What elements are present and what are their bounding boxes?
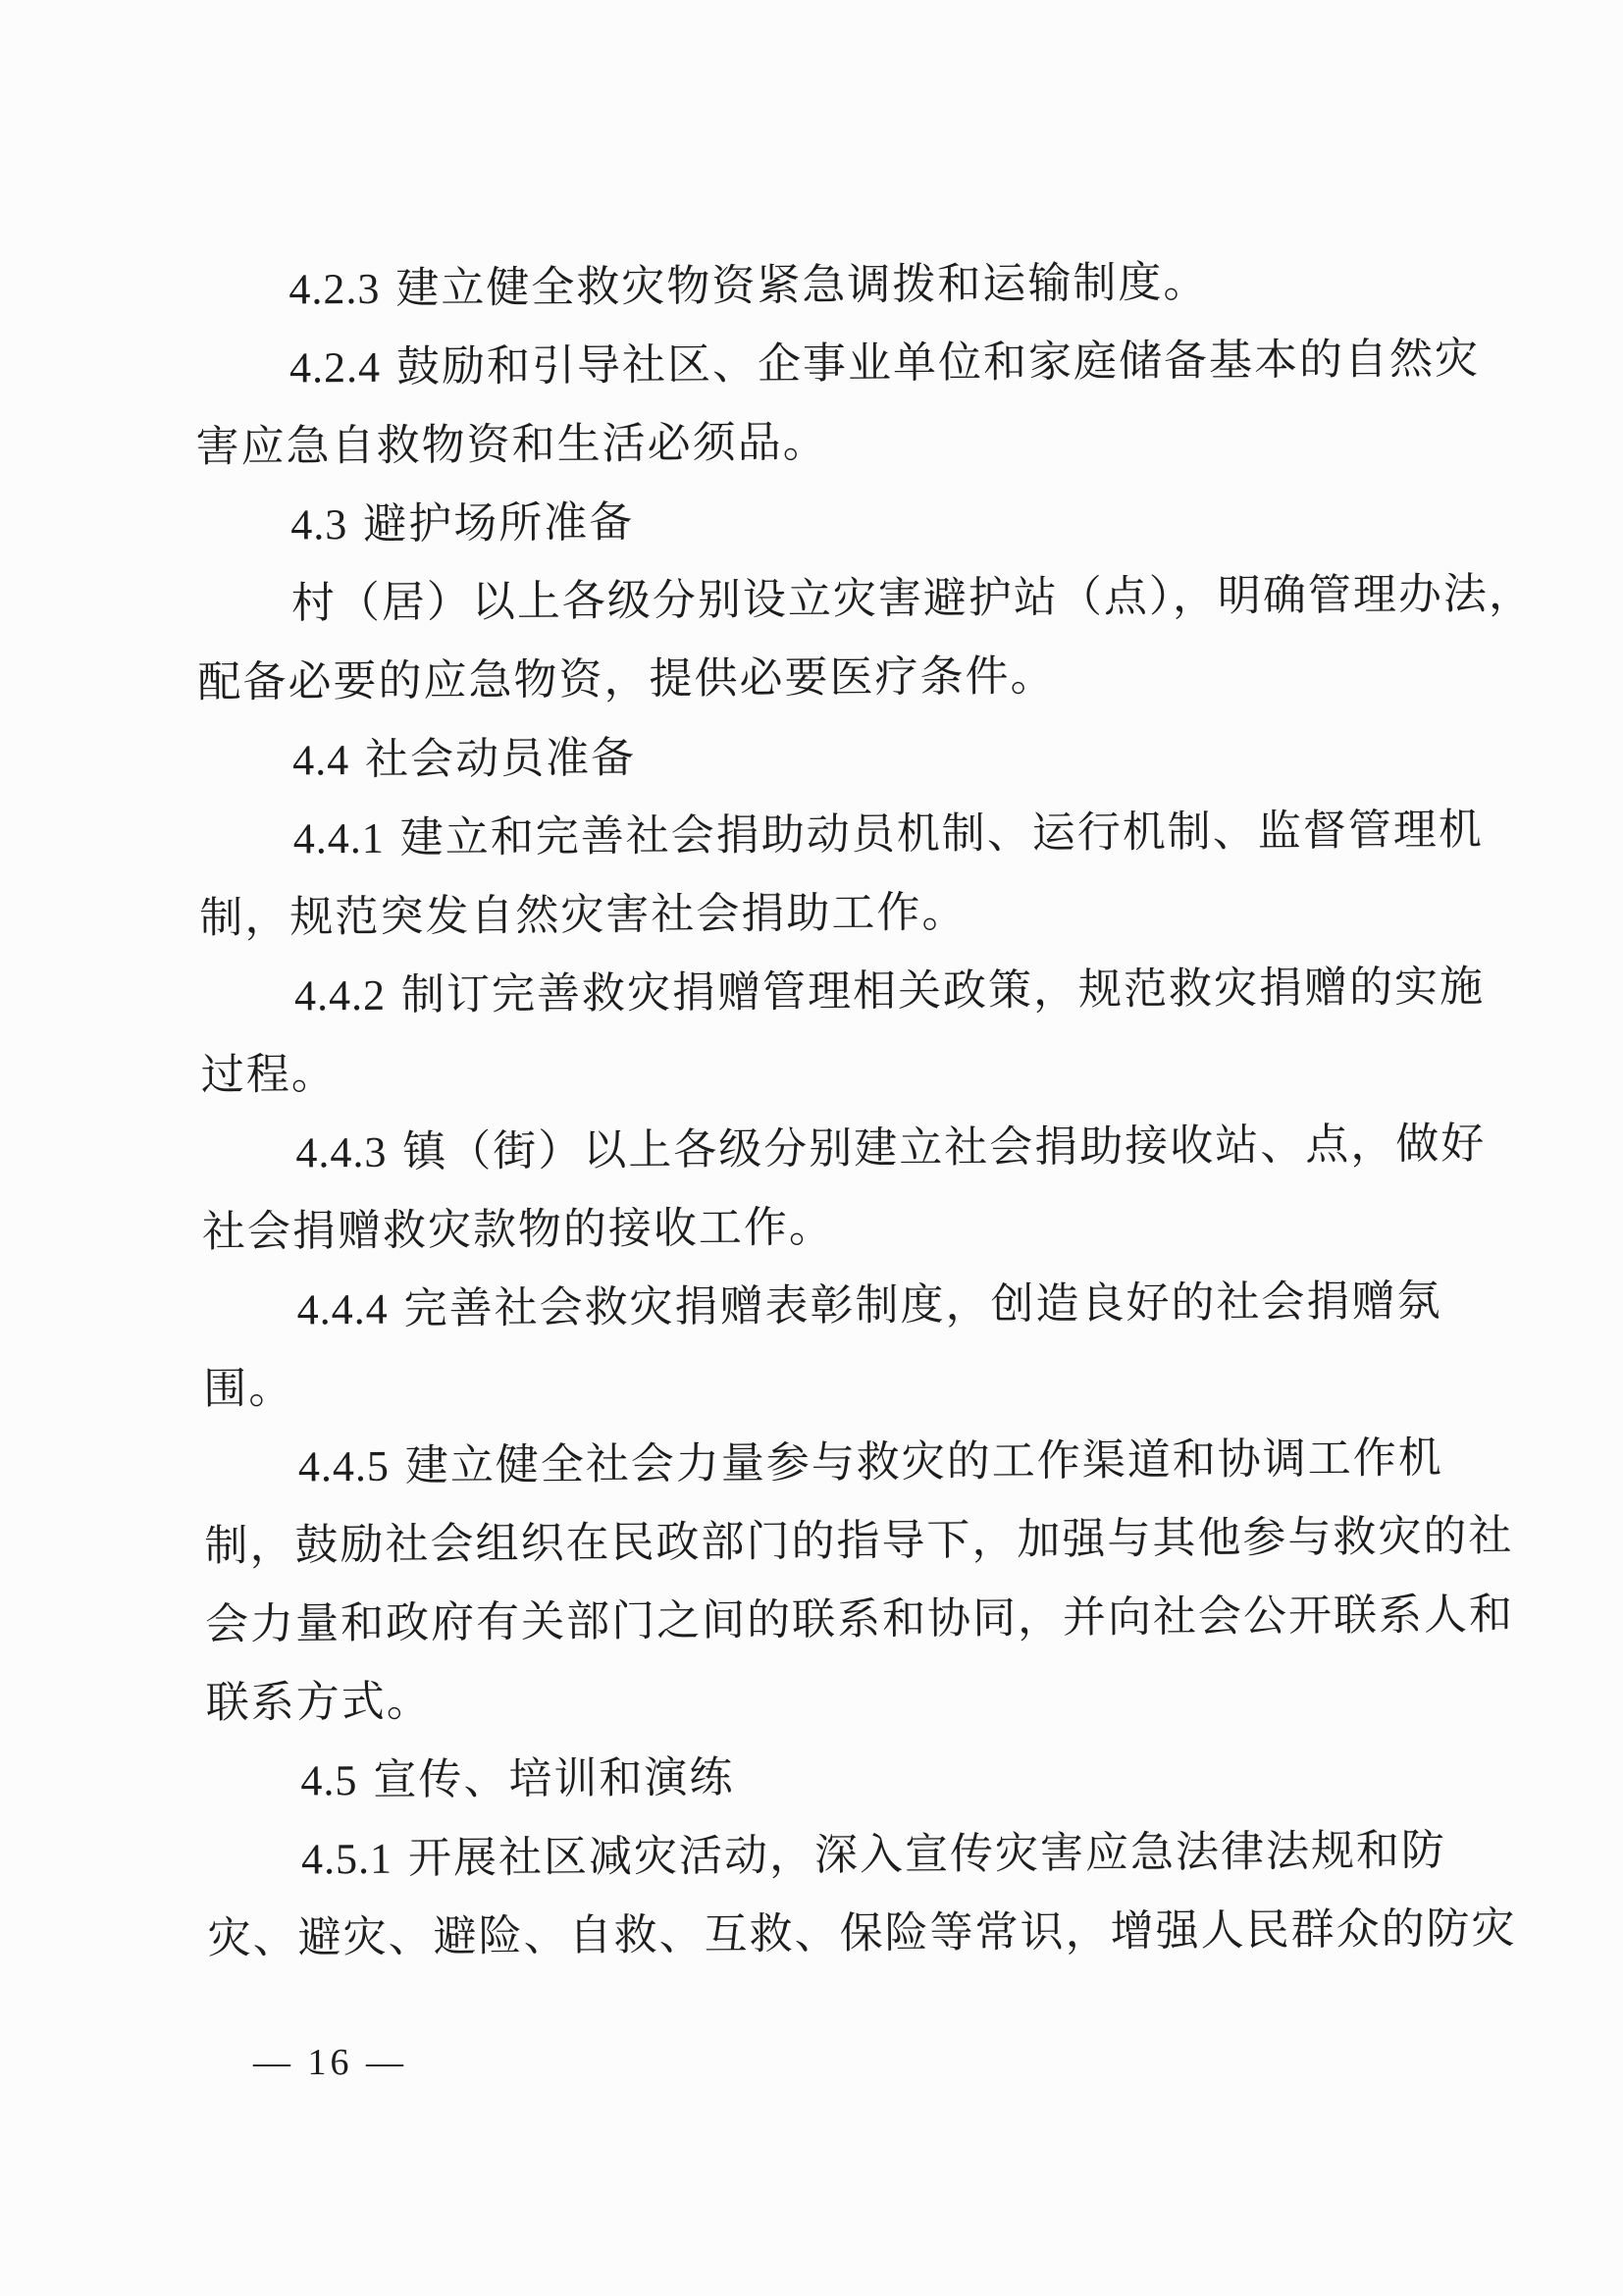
line-text: 制，规范突发自然灾害社会捐助工作。 (199, 888, 968, 943)
page-number: — 16 — (253, 2042, 407, 2083)
line-text: 害应急自救物资和生活必须品。 (195, 418, 828, 472)
text-line (203, 1340, 1514, 1429)
line-text: 鼓励和引导社区、企事业单位和家庭储备基本的自然灾 (395, 334, 1481, 391)
text-line (200, 948, 1511, 1036)
text-line (199, 869, 1510, 958)
text-line (195, 398, 1506, 487)
line-text: 会力量和政府有关部门之间的联系和协同，并向社会公开联系人和 (204, 1590, 1515, 1649)
text-line (206, 1733, 1517, 1821)
text-line (194, 241, 1505, 330)
line-text: 过程。 (200, 1050, 337, 1100)
line-text: 镇（街）以上各级分别建立社会捐助接收站、点，做好 (402, 1119, 1487, 1176)
text-line (202, 1262, 1513, 1350)
line-text: 完善社会救灾捐赠表彰制度，创造良好的社会捐赠氛 (403, 1277, 1442, 1333)
line-text: 配备必要的应急物资，提供必要医疗条件。 (197, 652, 1056, 707)
line-text: 灾、避灾、避险、自救、互救、保险等常识，增强人民群众的防灾 (207, 1904, 1517, 1963)
section-number: 4.2.3 (288, 264, 381, 314)
text-line (199, 791, 1510, 879)
line-text: 联系方式。 (205, 1677, 432, 1728)
text-line (201, 1105, 1512, 1193)
text-line (196, 477, 1507, 565)
text-line (204, 1419, 1515, 1507)
section-number: 4.2.4 (288, 342, 382, 392)
section-number: 4.5 (300, 1756, 358, 1805)
line-text: 围。 (203, 1364, 294, 1414)
section-number: 4.4.2 (293, 970, 387, 1020)
line-text: 建立和完善社会捐助动员机制、运行机制、监督管理机 (399, 805, 1484, 862)
section-number: 4.4.3 (295, 1127, 388, 1177)
text-line (204, 1497, 1515, 1586)
text-line (202, 1183, 1513, 1272)
line-text: 避护场所准备 (363, 497, 635, 548)
text-block (194, 241, 1535, 1978)
text-line (200, 1026, 1511, 1115)
text-line (197, 634, 1508, 722)
text-line (198, 712, 1509, 801)
text-line (207, 1890, 1518, 1978)
section-number: 4.4 (291, 736, 350, 785)
section-number: 4.4.4 (296, 1284, 389, 1334)
line-text: 建立健全救灾物资紧急调拨和运输制度。 (395, 258, 1209, 313)
line-text: 村（居）以上各级分别设立灾害避护站（点），明确管理办法， (290, 569, 1535, 628)
section-number: 4.4.1 (292, 813, 386, 863)
text-line (205, 1654, 1516, 1743)
line-text: 制订完善救灾捐赠管理相关政策，规范救灾捐赠的实施 (400, 962, 1486, 1019)
text-line (195, 320, 1506, 408)
line-text: 开展社区减灾活动，深入宣传灾害应急法律法规和防 (407, 1826, 1447, 1883)
line-text: 制，鼓励社会组织在民政部门的指导下，加强与其他参与救灾的社 (204, 1511, 1514, 1571)
section-number: 4.5.1 (300, 1834, 393, 1884)
section-number: 4.3 (290, 500, 348, 549)
line-text: 宣传、培训和演练 (373, 1752, 735, 1804)
text-line (197, 555, 1535, 644)
line-text: 社会动员准备 (364, 733, 637, 784)
line-text: 社会捐赠救灾款物的接收工作。 (201, 1203, 835, 1257)
line-text: 建立健全社会力量参与救灾的工作渠道和协调工作机 (404, 1434, 1443, 1490)
text-line (207, 1811, 1518, 1900)
text-line (205, 1576, 1516, 1664)
section-number: 4.4.5 (297, 1441, 391, 1491)
